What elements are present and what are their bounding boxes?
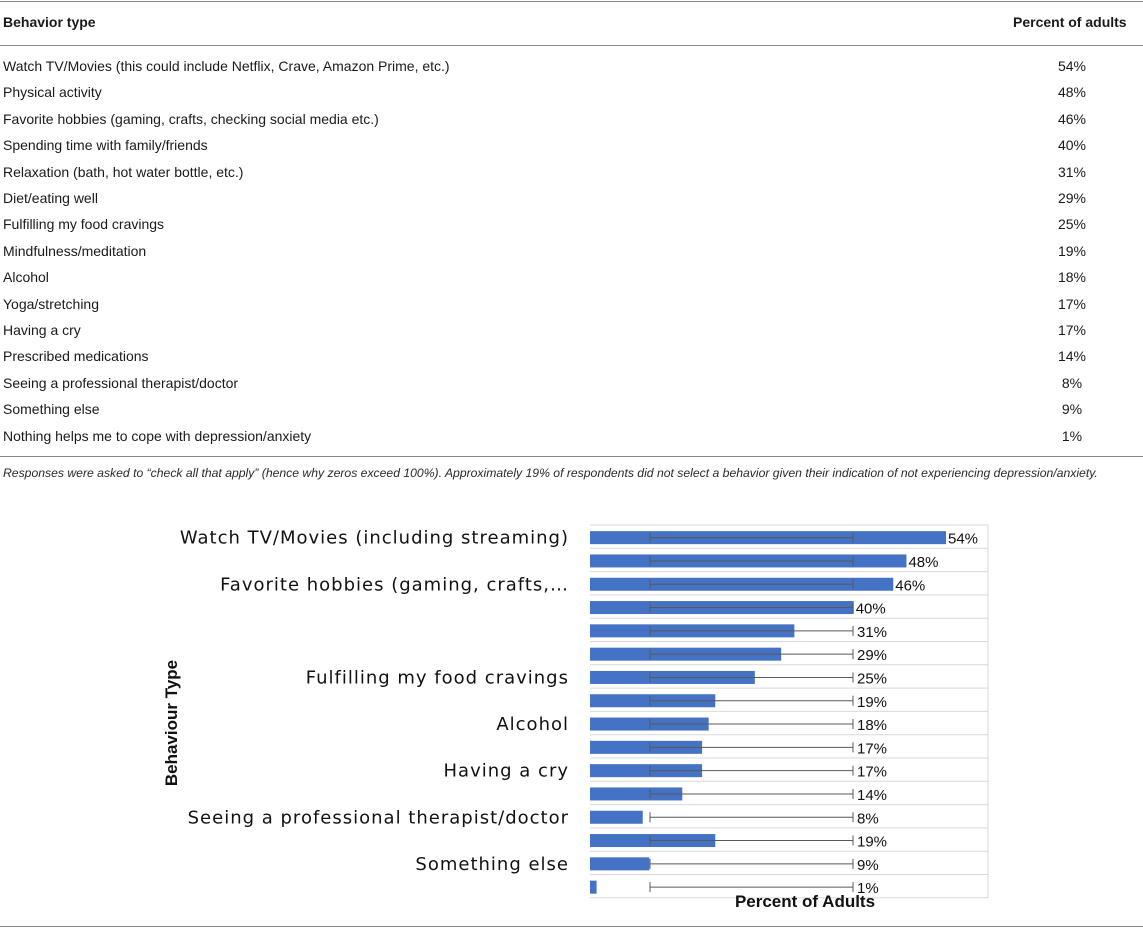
table-row-percent: 46% [1057, 110, 1087, 127]
table-row-percent: 29% [1057, 190, 1087, 206]
table-row-percent: 9% [1061, 401, 1083, 418]
category-label: Alcohol [496, 714, 569, 736]
table-row-percent: 17% [1057, 322, 1087, 338]
table-row-behavior: Having a cry [3, 322, 81, 338]
category-label: Having a cry [443, 760, 569, 782]
table-row-behavior: Seeing a professional therapist/doctor [3, 374, 239, 391]
bar-value-label: 40% [855, 600, 886, 618]
table-row-percent: 8% [1061, 374, 1083, 391]
bar-value-label: 54% [948, 530, 979, 548]
table-row-percent: 18% [1057, 269, 1087, 286]
category-label: Fulfilling my food cravings [305, 667, 569, 689]
table-row-percent: 48% [1057, 84, 1087, 101]
bar-value-label: 14% [857, 786, 888, 804]
bar-value-label: 46% [895, 577, 926, 595]
x-axis-title: Percent of Adults [734, 892, 876, 911]
bar-value-label: 8% [857, 810, 879, 828]
bar-value-label: 19% [857, 833, 888, 851]
bar-value-label: 17% [857, 740, 888, 758]
table-row-percent: 31% [1057, 163, 1087, 180]
table-row-behavior: Yoga/stretching [3, 295, 99, 312]
bar [590, 811, 643, 824]
table-row-behavior: Spending time with family/friends [3, 137, 208, 154]
behaviour-bar-chart [157, 516, 995, 916]
bar-value-label: 9% [857, 856, 879, 874]
bar-value-label: 31% [857, 623, 888, 641]
bar-value-label: 1% [857, 880, 879, 898]
table-row-percent: 54% [1057, 58, 1087, 74]
bar-value-label: 19% [857, 693, 888, 711]
table-row-percent: 1% [1061, 427, 1083, 444]
category-label: Seeing a professional therapist/doctor [187, 807, 569, 829]
header-behavior-type: Behavior type [3, 14, 96, 30]
bar-value-label: 18% [857, 717, 888, 735]
figure-bottom-rule [0, 926, 1143, 927]
table-row-percent: 17% [1057, 295, 1087, 312]
table-footnote: Responses were asked to “check all that apply” (hence why zeros exceed 100%). Approximately 19% of respondents did not select a behavior given their indication of not experiencing depression/anxiety. [3, 466, 1098, 480]
table-header-rule [0, 45, 1143, 46]
y-axis-title: Behaviour Type [162, 659, 181, 787]
table-row-behavior: Diet/eating well [3, 190, 98, 206]
bar-value-label: 29% [857, 647, 888, 665]
table-row-behavior: Relaxation (bath, hot water bottle, etc.) [3, 163, 244, 180]
table-row-behavior: Prescribed medications [3, 348, 149, 365]
table-row-behavior: Mindfulness/meditation [3, 242, 147, 259]
table-row-behavior: Alcohol [3, 269, 49, 286]
table-row-percent: 25% [1057, 216, 1087, 233]
bar-value-label: 17% [857, 763, 888, 781]
table-top-rule [0, 1, 1143, 2]
category-label: Watch TV/Movies (including streaming) [179, 527, 569, 549]
table-row-behavior: Nothing helps me to cope with depression/anxiety [3, 427, 312, 444]
table-row-behavior: Fulfilling my food cravings [3, 216, 165, 233]
bar [590, 857, 649, 870]
category-label: Something else [415, 853, 569, 875]
table-row-behavior: Physical activity [3, 84, 102, 101]
table-bottom-rule [0, 456, 1143, 457]
table-row-behavior: Something else [3, 401, 100, 418]
bar-value-label: 25% [857, 670, 888, 688]
bar-value-label: 48% [908, 553, 939, 571]
bar [590, 881, 597, 894]
table-row-behavior: Watch TV/Movies (this could include Netflix, Crave, Amazon Prime, etc.) [3, 58, 450, 74]
table-row-behavior: Favorite hobbies (gaming, crafts, checking social media etc.) [3, 110, 379, 127]
table-row-percent: 19% [1057, 242, 1087, 259]
table-row-percent: 14% [1057, 348, 1087, 365]
header-percent-of-adults: Percent of adults [1013, 14, 1127, 30]
table-row-percent: 40% [1057, 137, 1087, 154]
category-label: Favorite hobbies (gaming, crafts,… [220, 574, 569, 596]
